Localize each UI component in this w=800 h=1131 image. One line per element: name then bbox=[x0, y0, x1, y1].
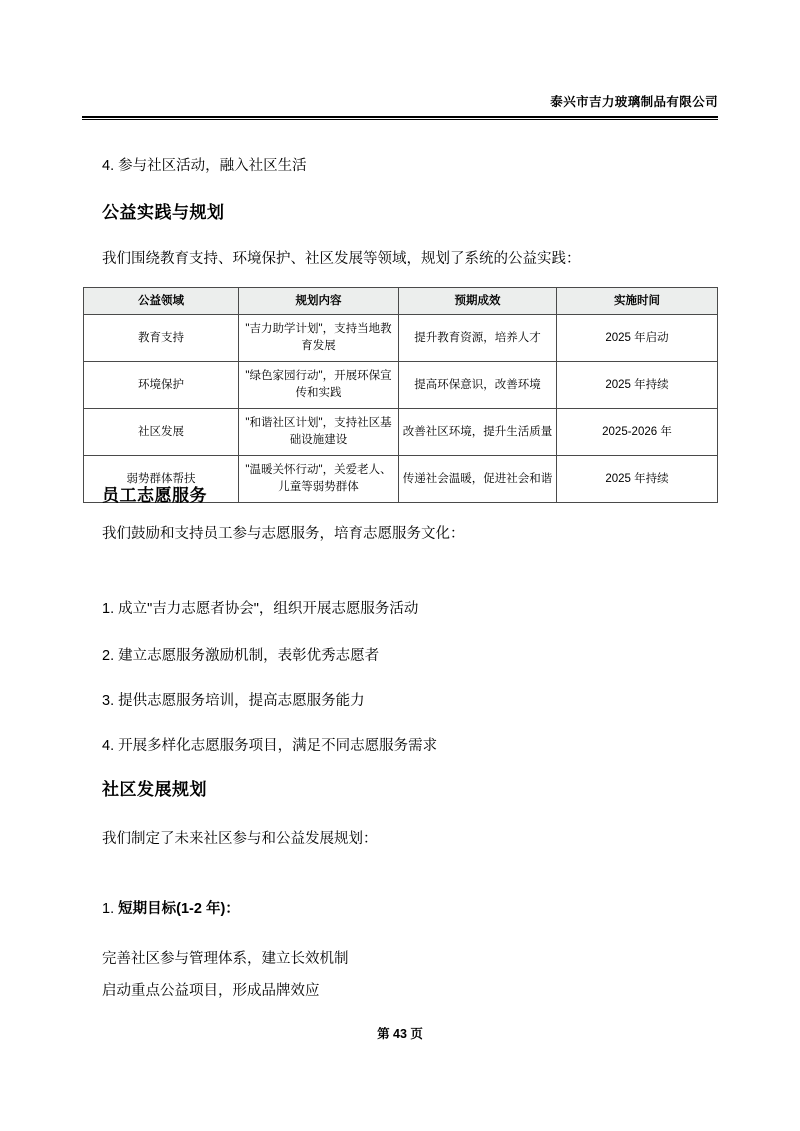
volunteer-item-2: 2. 建立志愿服务激励机制，表彰优秀志愿者 bbox=[102, 648, 380, 664]
section-title-volunteer bbox=[82, 481, 718, 506]
cell-time: 2025 年持续 bbox=[557, 362, 718, 409]
list-item bbox=[82, 735, 718, 758]
paragraph-item-4 bbox=[82, 155, 718, 178]
cell-plan: "吉力助学计划"，支持当地教育发展 bbox=[239, 315, 399, 362]
list-item bbox=[82, 598, 718, 621]
heading-volunteer-service: 员工志愿服务 bbox=[102, 486, 207, 505]
cell-plan: "温暖关怀行动"，关爱老人、儿童等弱势群体 bbox=[239, 456, 399, 503]
table-row bbox=[84, 362, 718, 409]
header-company-name: 泰兴市吉力玻璃制品有限公司 bbox=[550, 95, 718, 109]
cell-plan: "绿色家园行动"，开展环保宣传和实践 bbox=[239, 362, 399, 409]
cell-time: 2025 年持续 bbox=[557, 456, 718, 503]
public-welfare-table-wrapper bbox=[83, 287, 717, 503]
table-row bbox=[84, 409, 718, 456]
list-item bbox=[82, 690, 718, 713]
volunteer-intro-text: 我们鼓励和支持员工参与志愿服务，培育志愿服务文化： bbox=[102, 526, 465, 542]
page-content bbox=[82, 0, 718, 1131]
paragraph-community-intro bbox=[82, 828, 718, 851]
cell-area: 弱势群体帮扶 bbox=[84, 456, 239, 503]
cell-area: 教育支持 bbox=[84, 315, 239, 362]
table-row bbox=[84, 315, 718, 362]
volunteer-item-4: 4. 开展多样化志愿服务项目，满足不同志愿服务需求 bbox=[102, 738, 438, 754]
paragraph-volunteer-intro bbox=[82, 523, 718, 546]
cell-effect: 传递社会温暖，促进社会和谐 bbox=[399, 456, 557, 503]
cell-effect: 提高环保意识，改善环境 bbox=[399, 362, 557, 409]
welfare-intro-text: 我们围绕教育支持、环境保护、社区发展等领域，规划了系统的公益实践： bbox=[102, 251, 581, 267]
goal-heading-line bbox=[82, 898, 718, 921]
cell-area: 环境保护 bbox=[84, 362, 239, 409]
list-item bbox=[82, 645, 718, 668]
column-header-effect: 预期成效 bbox=[399, 288, 557, 315]
goal-colon: ： bbox=[225, 901, 240, 917]
volunteer-item-3: 3. 提供志愿服务培训，提高志愿服务能力 bbox=[102, 693, 365, 709]
paragraph-welfare-intro bbox=[82, 248, 718, 271]
goal-line-1-text: 完善社区参与管理体系，建立长效机制 bbox=[102, 951, 349, 967]
page-number: 第 43 页 bbox=[377, 1027, 423, 1041]
goal-line-1 bbox=[82, 948, 718, 971]
cell-effect: 提升教育资源，培养人才 bbox=[399, 315, 557, 362]
goal-line-2 bbox=[82, 980, 718, 1003]
item-4-text: 4. 参与社区活动，融入社区生活 bbox=[102, 158, 307, 174]
column-header-plan: 规划内容 bbox=[239, 288, 399, 315]
cell-plan: "和谐社区计划"，支持社区基础设施建设 bbox=[239, 409, 399, 456]
section-title-public-welfare bbox=[82, 198, 718, 223]
short-term-goal-heading bbox=[82, 898, 718, 921]
section-title-community bbox=[82, 775, 718, 800]
goal-title: 短期目标(1-2 年) bbox=[118, 901, 226, 917]
table-header-row bbox=[84, 288, 718, 315]
column-header-area: 公益领域 bbox=[84, 288, 239, 315]
heading-community-development: 社区发展规划 bbox=[102, 780, 207, 799]
header-divider bbox=[82, 116, 718, 120]
public-welfare-table bbox=[83, 287, 718, 503]
cell-time: 2025 年启动 bbox=[557, 315, 718, 362]
cell-area: 社区发展 bbox=[84, 409, 239, 456]
cell-time: 2025-2026 年 bbox=[557, 409, 718, 456]
community-intro-text: 我们制定了未来社区参与和公益发展规划： bbox=[102, 831, 378, 847]
goal-line-2-text: 启动重点公益项目，形成品牌效应 bbox=[102, 983, 320, 999]
page-footer bbox=[82, 1024, 718, 1042]
column-header-time: 实施时间 bbox=[557, 288, 718, 315]
heading-public-welfare: 公益实践与规划 bbox=[102, 203, 225, 222]
document-header bbox=[82, 92, 718, 110]
cell-effect: 改善社区环境，提升生活质量 bbox=[399, 409, 557, 456]
goal-number: 1. bbox=[102, 901, 119, 917]
volunteer-item-1: 1. 成立"吉力志愿者协会"，组织开展志愿服务活动 bbox=[102, 601, 419, 617]
